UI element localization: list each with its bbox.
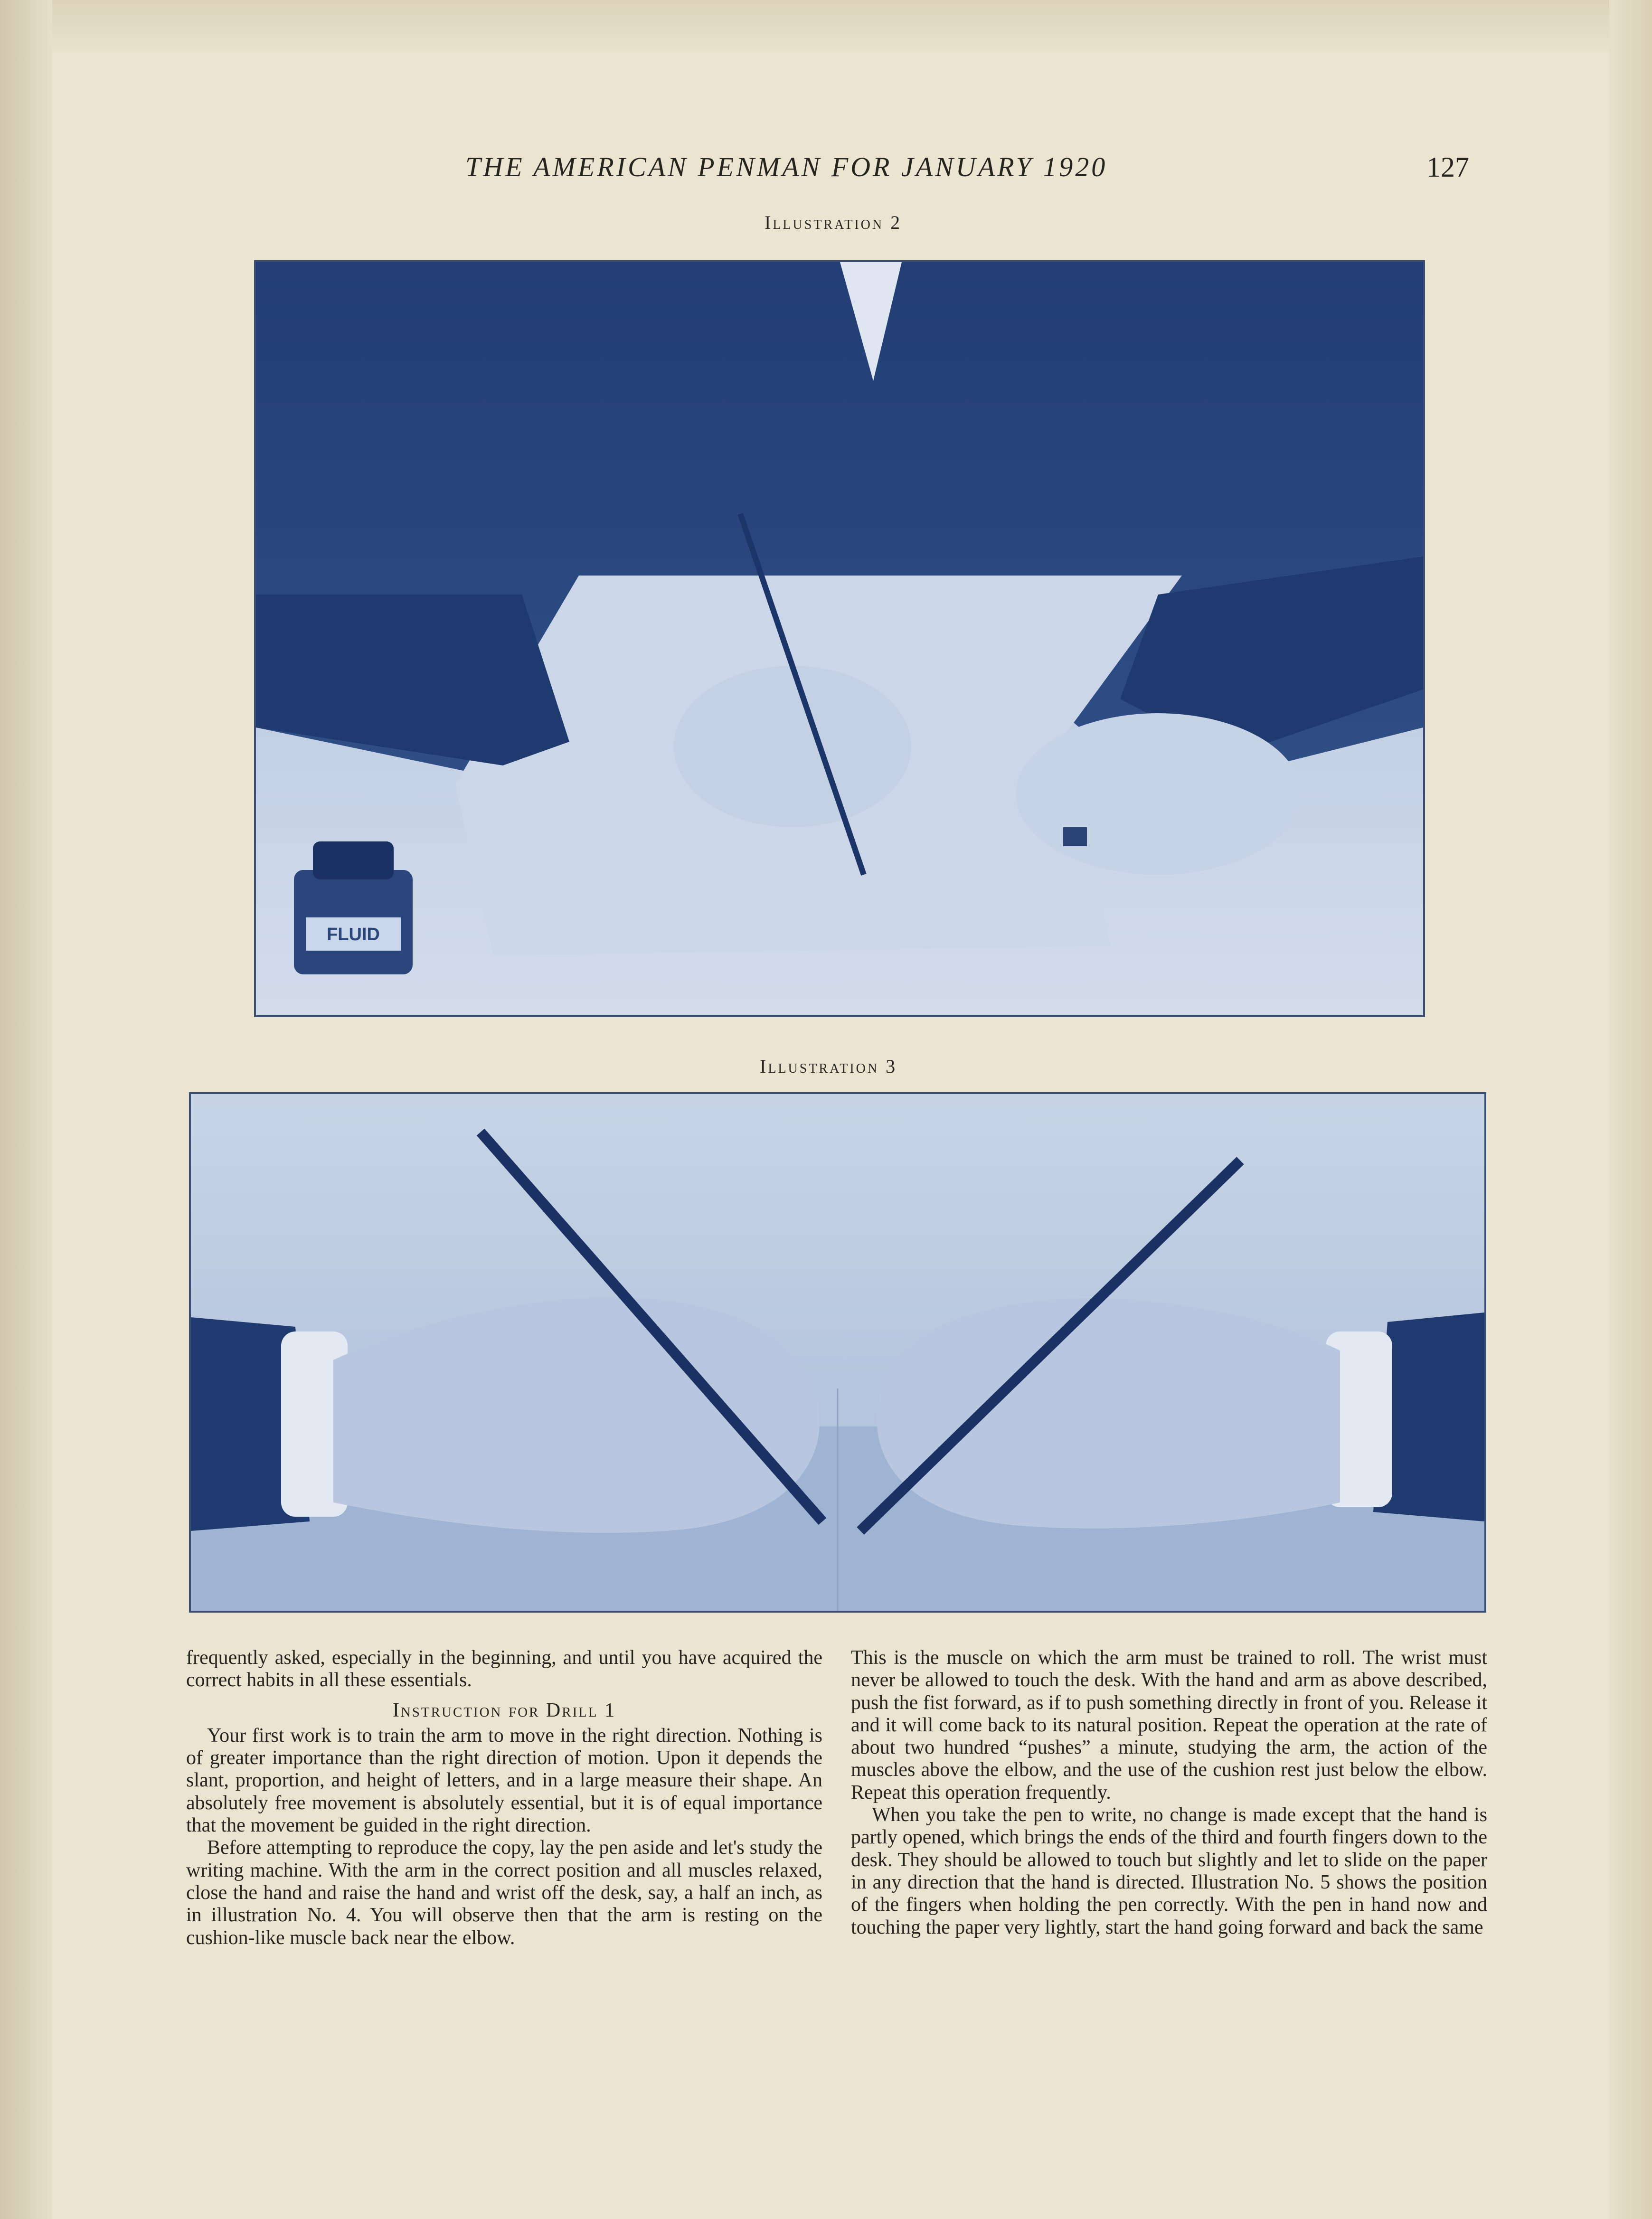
- section-subheading: Instruction for Drill 1: [392, 1699, 616, 1721]
- right-hand: [877, 1298, 1340, 1529]
- running-title: THE AMERICAN PENMAN FOR JANUARY 1920: [465, 151, 1108, 182]
- paragraph: When you take the pen to write, no change is made except that the hand is partly opened, which brings the ends of the third and fourth fingers down to the desk. They should be allowed to touch but slightly and let to slide on the paper in any direction that the hand is directed. Illustration No. 5 shows the position of the fingers when holding the pen correctly. With the pen in hand now and touching the paper very lightly, start the hand going forward and back the same: [851, 1804, 1487, 1938]
- binding-gutter: [0, 0, 52, 2219]
- left-hand: [333, 1297, 820, 1533]
- text-column-left: [186, 1647, 822, 1949]
- writing-hand: [674, 666, 911, 827]
- ink-bottle-cap: [313, 841, 394, 879]
- page-right-edge: [1609, 0, 1652, 2219]
- photo-illustration-2: [254, 260, 1425, 1017]
- paragraph: Your first work is to train the arm to move in the right direction. Nothing is of greater importance than the right direction of motion. Upon it depends the slant, proportion, and height of letters, and in a large measure their shape. An absolutely free movement is absolutely essential, but it is of equal importance that the movement be guided in the right direction.: [186, 1724, 822, 1837]
- running-header: [0, 151, 1652, 194]
- paragraph: This is the muscle on which the arm must be trained to roll. The wrist must never be allowed to touch the desk. With the hand and arm as above described, push the fist forward, as if to push something directly in front of you. Release it and it will come back to its natural position. Repeat the operation at the rate of about two hundred “pushes” a minute, studying the arm, the action of the muscles above the elbow, and the use of the cushion rest just below the elbow. Repeat this operation frequently.: [851, 1647, 1487, 1804]
- resting-hand: [1016, 713, 1301, 875]
- ring: [1063, 827, 1087, 846]
- photo-illustration-3: [189, 1092, 1486, 1613]
- photo-illustration-2-drawing: [256, 262, 1423, 1015]
- ink-bottle-label-text: FLUID: [327, 925, 380, 944]
- page-number: 127: [1426, 151, 1469, 183]
- text-column-right: [851, 1647, 1487, 1939]
- page-top-margin: [0, 0, 1652, 52]
- figure-caption-illustration-3: Illustration 3: [760, 1056, 897, 1077]
- paragraph: Before attempting to reproduce the copy, lay the pen aside and let's study the writing machine. With the arm in the correct position and all muscles relaxed, close the hand and raise the hand and wrist off the desk, say, a half an inch, as in illustration No. 4. You will observe then that the arm is resting on the cushion-like muscle back near the elbow.: [186, 1837, 822, 1949]
- paragraph-continuation: frequently asked, especially in the beginning, and until you have acquired the correct habits in all these essentials.: [186, 1647, 822, 1691]
- figure-caption-illustration-2: Illustration 2: [765, 212, 902, 233]
- photo-illustration-3-drawing: [191, 1094, 1484, 1611]
